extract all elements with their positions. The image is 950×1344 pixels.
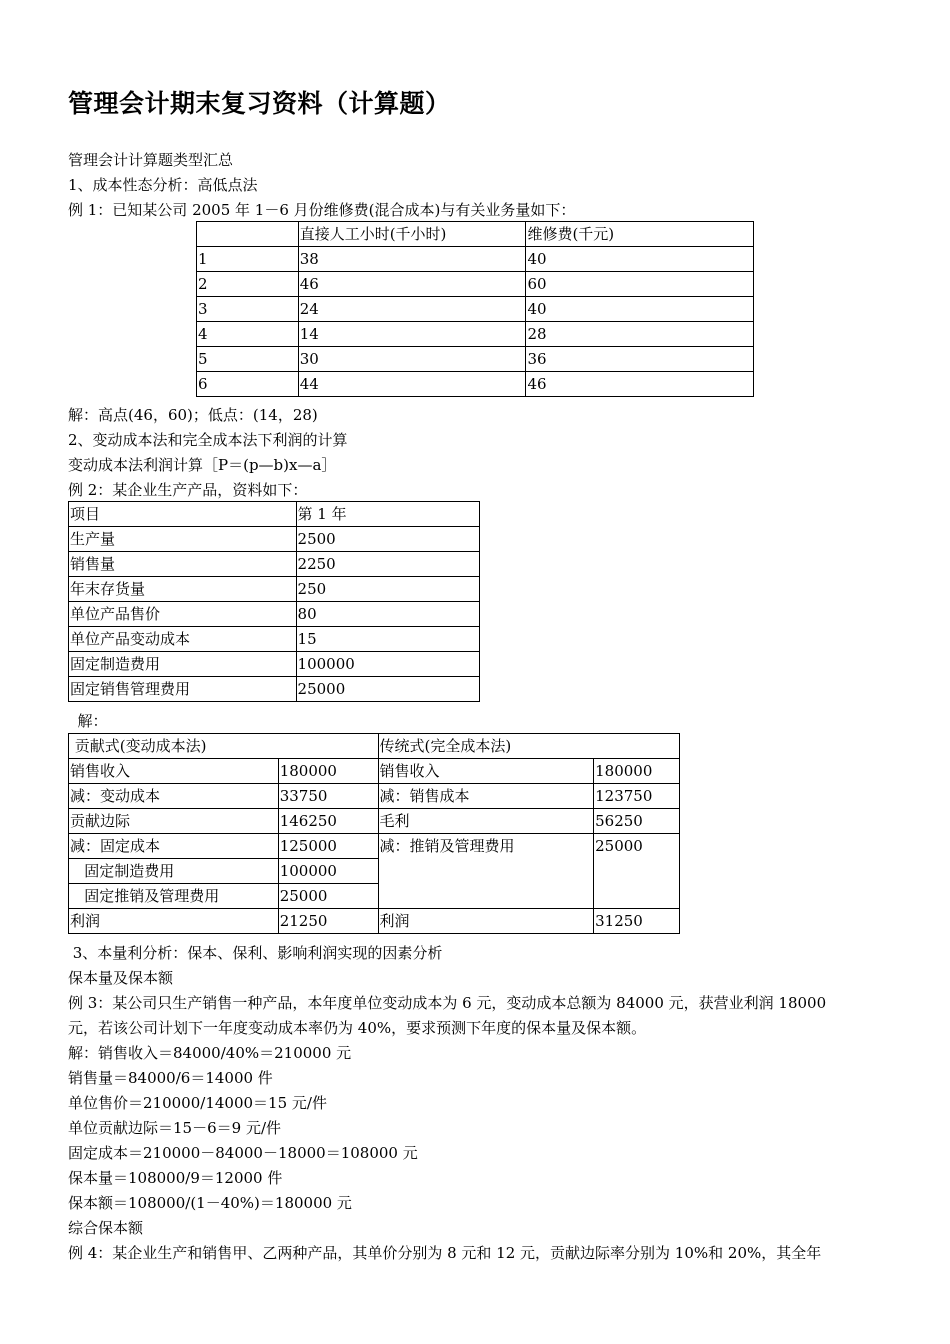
example-4-text: 例 4：某企业生产和销售甲、乙两种产品，其单价分别为 8 元和 12 元，贡献边际率分别为 10%和 20%，其全年 [68, 1244, 822, 1262]
solution-3-line: 保本量＝108000/9＝12000 件 [68, 1169, 283, 1187]
solution-3-line: 单位贡献边际＝15－6＝9 元/件 [68, 1119, 281, 1137]
table-cell: 3 [197, 297, 299, 322]
table-cell: 100000 [278, 859, 378, 884]
table-cell: 14 [298, 322, 526, 347]
table-row [69, 834, 680, 859]
table-cell: 贡献式(变动成本法) [69, 734, 379, 759]
table-cell [197, 222, 299, 247]
table-cell: 固定制造费用 [69, 859, 279, 884]
table-cell: 利润 [378, 909, 594, 934]
table-cell: 25000 [594, 834, 680, 909]
table-cell: 36 [526, 347, 754, 372]
table-cell: 60 [526, 272, 754, 297]
example-1-text: 例 1：已知某公司 2005 年 1－6 月份维修费(混合成本)与有关业务量如下： [68, 201, 576, 219]
table-row [69, 759, 680, 784]
example-3-text: 例 3：某公司只生产销售一种产品，本年度单位变动成本为 6 元，变动成本总额为 84000 元，获营业利润 18000 [68, 994, 827, 1012]
subheading-combined-breakeven: 综合保本额 [68, 1219, 144, 1237]
solution-2-label: 解： [68, 712, 108, 730]
table-cell: 减：推销及管理费用 [378, 834, 594, 909]
solution-3-line: 保本额＝108000/(1－40%)＝180000 元 [68, 1194, 352, 1212]
table-cell: 减：变动成本 [69, 784, 279, 809]
table-cell: 25000 [278, 884, 378, 909]
table-row [69, 602, 480, 627]
maintenance-cost-table [196, 221, 754, 397]
table-cell: 31250 [594, 909, 680, 934]
table-header-row [69, 734, 680, 759]
table-cell: 贡献边际 [69, 809, 279, 834]
table-cell: 25000 [296, 677, 479, 702]
table-cell: 2500 [296, 527, 479, 552]
table-cell: 123750 [594, 784, 680, 809]
table-cell: 5 [197, 347, 299, 372]
table-row [197, 372, 754, 397]
table-cell: 固定推销及管理费用 [69, 884, 279, 909]
table-cell: 125000 [278, 834, 378, 859]
table-cell: 30 [298, 347, 526, 372]
table-cell: 直接人工小时(千小时) [298, 222, 526, 247]
table-cell: 33750 [278, 784, 378, 809]
table-row [197, 297, 754, 322]
table-cell: 146250 [278, 809, 378, 834]
solution-3-line: 解：销售收入＝84000/40%＝210000 元 [68, 1044, 352, 1062]
table-cell: 年末存货量 [69, 577, 297, 602]
table-cell: 利润 [69, 909, 279, 934]
table-row [69, 577, 480, 602]
table-cell: 减：销售成本 [378, 784, 594, 809]
table-cell: 80 [296, 602, 479, 627]
section-heading-2: 2、变动成本法和完全成本法下利润的计算 [68, 431, 348, 449]
table-cell: 180000 [278, 759, 378, 784]
table-cell: 40 [526, 247, 754, 272]
table-cell: 44 [298, 372, 526, 397]
table-cell: 项目 [69, 502, 297, 527]
table-row [69, 809, 680, 834]
table-cell: 250 [296, 577, 479, 602]
section-heading-1: 1、成本性态分析：高低点法 [68, 176, 258, 194]
table-row [69, 784, 680, 809]
table-cell: 固定销售管理费用 [69, 677, 297, 702]
income-statement-comparison-table [68, 733, 680, 934]
table-cell: 销售收入 [69, 759, 279, 784]
table-cell: 180000 [594, 759, 680, 784]
table-cell: 维修费(千元) [526, 222, 754, 247]
table-cell: 固定制造费用 [69, 652, 297, 677]
table-cell: 6 [197, 372, 299, 397]
table-cell: 毛利 [378, 809, 594, 834]
table-cell: 减：固定成本 [69, 834, 279, 859]
table-cell: 传统式(完全成本法) [378, 734, 680, 759]
example-3-text-cont: 元，若该公司计划下一年度变动成本率仍为 40%，要求预测下年度的保本量及保本额。 [68, 1019, 647, 1037]
table-cell: 2 [197, 272, 299, 297]
example-2-text: 例 2：某企业生产产品，资料如下： [68, 481, 308, 499]
table-header-row [197, 222, 754, 247]
table-cell: 第 1 年 [296, 502, 479, 527]
table-cell: 15 [296, 627, 479, 652]
solution-1-text: 解：高点(46，60)；低点：(14，28) [68, 406, 318, 424]
table-cell: 销售量 [69, 552, 297, 577]
table-row [69, 677, 480, 702]
formula-text: 变动成本法利润计算［P＝(p—b)x—a］ [68, 456, 337, 474]
table-cell: 40 [526, 297, 754, 322]
section-heading-3: 3、本量利分析：保本、保利、影响利润实现的因素分析 [68, 944, 443, 962]
section-summary: 管理会计计算题类型汇总 [68, 151, 234, 169]
table-row [69, 652, 480, 677]
table-cell: 56250 [594, 809, 680, 834]
production-data-table [68, 501, 480, 702]
table-row [69, 627, 480, 652]
table-row [197, 322, 754, 347]
table-row [69, 552, 480, 577]
table-cell: 21250 [278, 909, 378, 934]
table-cell: 单位产品变动成本 [69, 627, 297, 652]
document-title: 管理会计期末复习资料（计算题） [68, 89, 451, 118]
table-header-row [69, 502, 480, 527]
table-row [197, 272, 754, 297]
table-cell: 销售收入 [378, 759, 594, 784]
table-row [69, 527, 480, 552]
table-cell: 46 [526, 372, 754, 397]
table-cell: 单位产品售价 [69, 602, 297, 627]
table-cell: 生产量 [69, 527, 297, 552]
solution-3-line: 销售量＝84000/6＝14000 件 [68, 1069, 273, 1087]
table-row [197, 347, 754, 372]
table-row [69, 909, 680, 934]
table-cell: 24 [298, 297, 526, 322]
table-cell: 100000 [296, 652, 479, 677]
solution-3-line: 单位售价＝210000/14000＝15 元/件 [68, 1094, 327, 1112]
subheading-breakeven: 保本量及保本额 [68, 969, 174, 987]
table-row [197, 247, 754, 272]
table-cell: 38 [298, 247, 526, 272]
table-cell: 28 [526, 322, 754, 347]
table-cell: 2250 [296, 552, 479, 577]
table-cell: 4 [197, 322, 299, 347]
table-cell: 1 [197, 247, 299, 272]
solution-3-line: 固定成本＝210000－84000－18000＝108000 元 [68, 1144, 418, 1162]
table-cell: 46 [298, 272, 526, 297]
